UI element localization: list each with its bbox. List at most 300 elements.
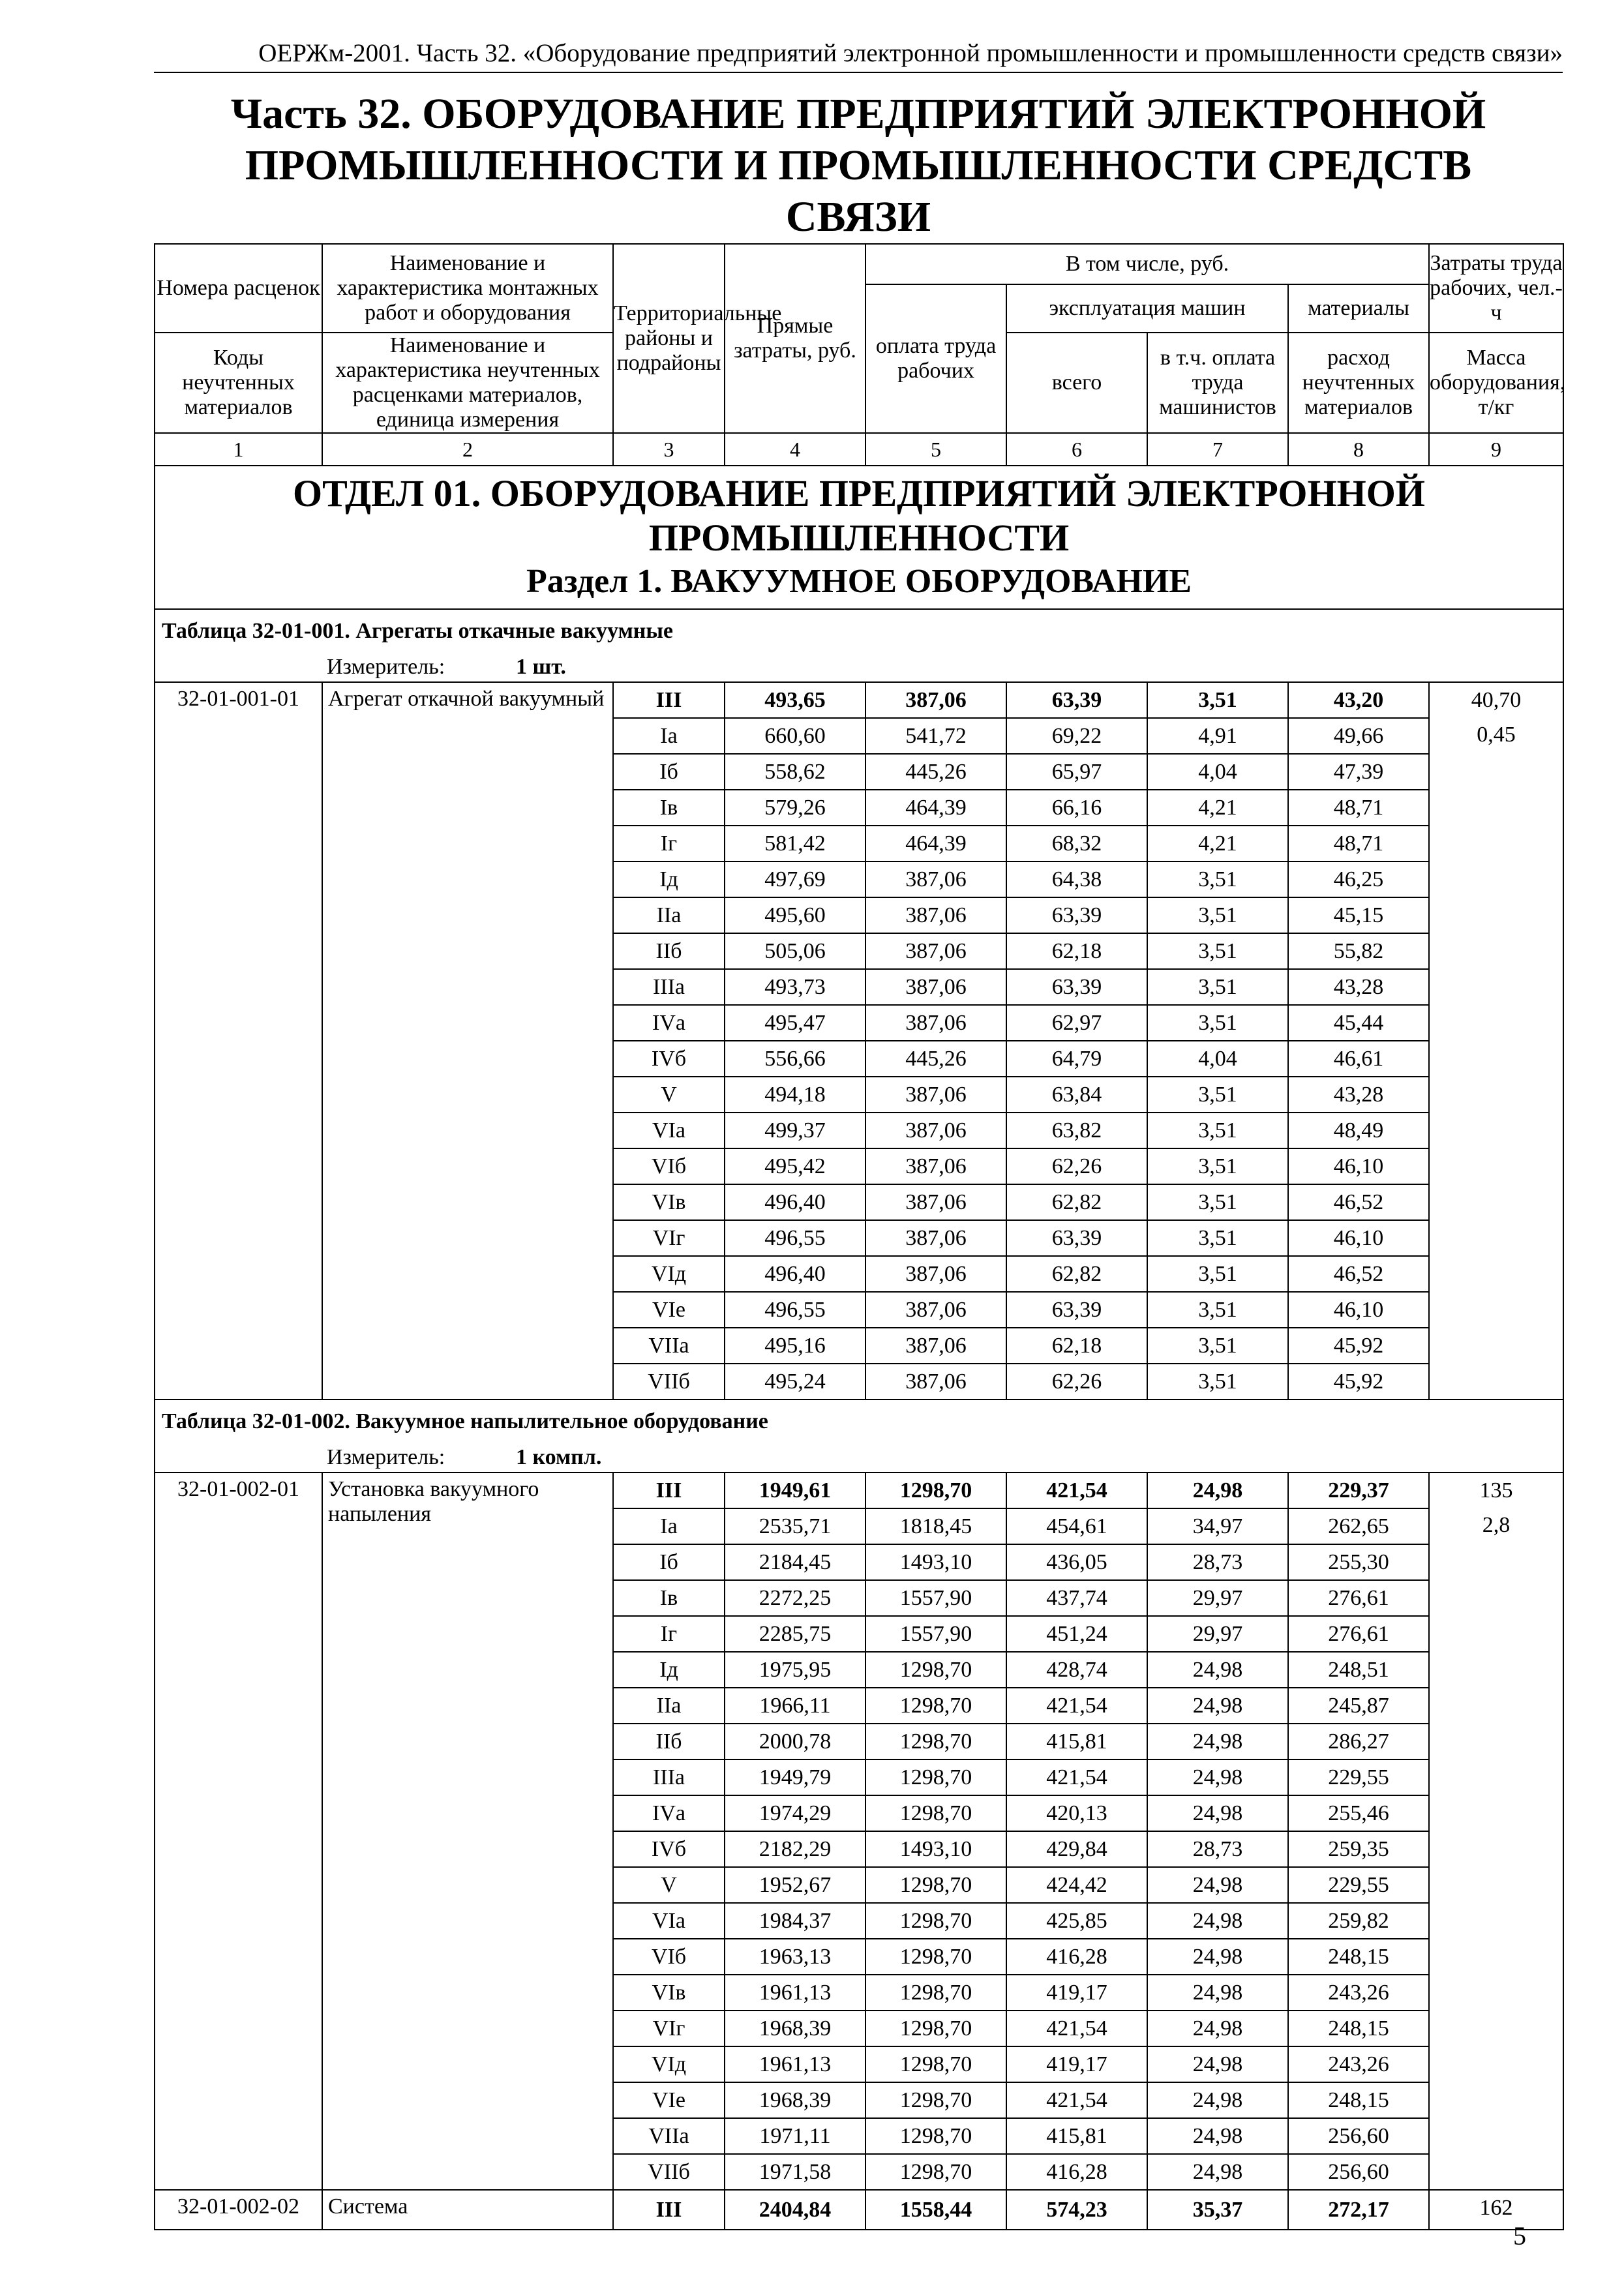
worker-pay: 387,06: [865, 933, 1006, 969]
operator-pay: 3,51: [1147, 861, 1288, 897]
direct-costs: 1961,13: [725, 2046, 865, 2082]
direct-costs: 493,65: [725, 682, 865, 718]
machines-total: 63,39: [1006, 1220, 1147, 1256]
column-number: 2: [322, 433, 613, 466]
operator-pay: 24,98: [1147, 1652, 1288, 1688]
operator-pay: 24,98: [1147, 2011, 1288, 2046]
worker-pay: 1493,10: [865, 1831, 1006, 1867]
materials-cost: 43,20: [1288, 682, 1429, 718]
machines-total: 419,17: [1006, 1975, 1147, 2011]
materials-cost: 272,17: [1288, 2190, 1429, 2230]
worker-pay: 1298,70: [865, 1975, 1006, 2011]
region-code: VIб: [613, 1148, 725, 1184]
region-code: VIв: [613, 1184, 725, 1220]
header-divider: [154, 72, 1563, 73]
column-number: 9: [1429, 433, 1563, 466]
operator-pay: 3,51: [1147, 1148, 1288, 1184]
operator-pay: 3,51: [1147, 897, 1288, 933]
materials-cost: 49,66: [1288, 718, 1429, 754]
direct-costs: 2535,71: [725, 1508, 865, 1544]
machines-total: 63,39: [1006, 1292, 1147, 1328]
region-code: VIд: [613, 2046, 725, 2082]
operator-pay: 24,98: [1147, 1759, 1288, 1795]
department-title: ОТДЕЛ 01. ОБОРУДОВАНИЕ ПРЕДПРИЯТИЙ ЭЛЕКТРОННОЙ ПРОМЫШЛЕННОСТИ: [293, 472, 1425, 559]
equipment-mass: 0,45: [1477, 723, 1516, 747]
region-code: IVб: [613, 1831, 725, 1867]
worker-pay: 387,06: [865, 1292, 1006, 1328]
operator-pay: 3,51: [1147, 1256, 1288, 1292]
worker-pay: 387,06: [865, 861, 1006, 897]
region-code: VIIб: [613, 2154, 725, 2190]
operator-pay: 4,04: [1147, 1041, 1288, 1077]
machines-total: 63,39: [1006, 682, 1147, 718]
item-name: Установка вакуумного напыления: [322, 1473, 613, 2190]
header-including: В том числе, руб.: [865, 244, 1429, 284]
worker-pay: 1298,70: [865, 2154, 1006, 2190]
direct-costs: 496,40: [725, 1256, 865, 1292]
department-heading: [155, 466, 1563, 609]
worker-pay: 1557,90: [865, 1616, 1006, 1652]
measure-label: Измеритель:: [327, 1445, 445, 1469]
materials-cost: 229,37: [1288, 1473, 1429, 1508]
materials-cost: 248,15: [1288, 2082, 1429, 2118]
worker-pay: 1298,70: [865, 2011, 1006, 2046]
materials-cost: 45,15: [1288, 897, 1429, 933]
region-code: Iд: [613, 1652, 725, 1688]
region-code: Iв: [613, 1580, 725, 1616]
worker-pay: 1298,70: [865, 1724, 1006, 1759]
direct-costs: 1949,79: [725, 1759, 865, 1795]
materials-cost: 46,25: [1288, 861, 1429, 897]
item-name: Система: [322, 2190, 613, 2230]
region-code: IIа: [613, 897, 725, 933]
region-code: III: [613, 682, 725, 718]
materials-cost: 256,60: [1288, 2118, 1429, 2154]
machines-total: 421,54: [1006, 2011, 1147, 2046]
region-code: VIв: [613, 1975, 725, 2011]
worker-pay: 387,06: [865, 682, 1006, 718]
labor-hours: 135: [1479, 1478, 1513, 1503]
operator-pay: 35,37: [1147, 2190, 1288, 2230]
region-code: Iб: [613, 1544, 725, 1580]
column-number: 5: [865, 433, 1006, 466]
header-material-codes: Коды неучтенных материалов: [155, 333, 322, 433]
region-code: IIIа: [613, 1759, 725, 1795]
machines-total: 65,97: [1006, 754, 1147, 790]
machines-total: 63,84: [1006, 1077, 1147, 1113]
region-code: Iг: [613, 826, 725, 861]
direct-costs: 1968,39: [725, 2082, 865, 2118]
direct-costs: 1971,58: [725, 2154, 865, 2190]
materials-cost: 45,44: [1288, 1005, 1429, 1041]
direct-costs: 496,55: [725, 1292, 865, 1328]
header-work-name: Наименование и характеристика монтажных работ и оборудования: [322, 244, 613, 333]
machines-total: 62,97: [1006, 1005, 1147, 1041]
equipment-mass: 2,8: [1482, 1513, 1511, 1537]
operator-pay: 4,04: [1147, 754, 1288, 790]
operator-pay: 24,98: [1147, 1795, 1288, 1831]
machines-total: 416,28: [1006, 2154, 1147, 2190]
machines-total: 69,22: [1006, 718, 1147, 754]
region-code: III: [613, 1473, 725, 1508]
machines-total: 63,39: [1006, 897, 1147, 933]
region-code: IIб: [613, 933, 725, 969]
materials-cost: 46,10: [1288, 1148, 1429, 1184]
machines-total: 437,74: [1006, 1580, 1147, 1616]
machines-total: 421,54: [1006, 2082, 1147, 2118]
machines-total: 64,38: [1006, 861, 1147, 897]
table-body: [155, 244, 1566, 2230]
worker-pay: 464,39: [865, 826, 1006, 861]
header-rate-numbers: Номера расценок: [155, 244, 322, 333]
direct-costs: 494,18: [725, 1077, 865, 1113]
direct-costs: 1949,61: [725, 1473, 865, 1508]
direct-costs: 496,40: [725, 1184, 865, 1220]
direct-costs: 495,24: [725, 1364, 865, 1399]
measure-value: 1 компл.: [516, 1445, 602, 1469]
worker-pay: 1558,44: [865, 2190, 1006, 2230]
machines-total: 420,13: [1006, 1795, 1147, 1831]
materials-cost: 245,87: [1288, 1688, 1429, 1724]
operator-pay: 3,51: [1147, 1005, 1288, 1041]
machines-total: 436,05: [1006, 1544, 1147, 1580]
column-number: 6: [1006, 433, 1147, 466]
machines-total: 429,84: [1006, 1831, 1147, 1867]
direct-costs: 496,55: [725, 1220, 865, 1256]
column-number: 7: [1147, 433, 1288, 466]
direct-costs: 581,42: [725, 826, 865, 861]
direct-costs: 1971,11: [725, 2118, 865, 2154]
materials-cost: 229,55: [1288, 1759, 1429, 1795]
materials-cost: 48,49: [1288, 1113, 1429, 1148]
measure-label: Измеритель:: [327, 655, 445, 679]
direct-costs: 1963,13: [725, 1939, 865, 1975]
operator-pay: 3,51: [1147, 1077, 1288, 1113]
machines-total: 63,82: [1006, 1113, 1147, 1148]
direct-costs: 2000,78: [725, 1724, 865, 1759]
worker-pay: 1298,70: [865, 1688, 1006, 1724]
materials-cost: 255,30: [1288, 1544, 1429, 1580]
materials-cost: 47,39: [1288, 754, 1429, 790]
column-number: 3: [613, 433, 725, 466]
materials-cost: 55,82: [1288, 933, 1429, 969]
materials-cost: 46,52: [1288, 1256, 1429, 1292]
header-worker-pay: оплата труда рабочих: [865, 284, 1006, 433]
labor-hours: 40,70: [1471, 688, 1522, 712]
direct-costs: 495,47: [725, 1005, 865, 1041]
machines-total: 574,23: [1006, 2190, 1147, 2230]
direct-costs: 493,73: [725, 969, 865, 1005]
worker-pay: 387,06: [865, 1256, 1006, 1292]
worker-pay: 387,06: [865, 1184, 1006, 1220]
machines-total: 62,82: [1006, 1184, 1147, 1220]
worker-pay: 1493,10: [865, 1544, 1006, 1580]
region-code: V: [613, 1867, 725, 1903]
direct-costs: 2184,45: [725, 1544, 865, 1580]
materials-cost: 248,15: [1288, 1939, 1429, 1975]
department-row: [155, 466, 1563, 609]
operator-pay: 24,98: [1147, 1688, 1288, 1724]
worker-pay: 387,06: [865, 1077, 1006, 1113]
materials-cost: 276,61: [1288, 1580, 1429, 1616]
worker-pay: 1298,70: [865, 1867, 1006, 1903]
table-title: Таблица 32-01-001. Агрегаты откачные вакуумные: [155, 609, 1563, 653]
materials-cost: 229,55: [1288, 1867, 1429, 1903]
operator-pay: 24,98: [1147, 1867, 1288, 1903]
direct-costs: 2285,75: [725, 1616, 865, 1652]
operator-pay: 24,98: [1147, 1724, 1288, 1759]
materials-cost: 48,71: [1288, 790, 1429, 826]
region-code: III: [613, 2190, 725, 2230]
machines-total: 421,54: [1006, 1759, 1147, 1795]
region-code: Iа: [613, 1508, 725, 1544]
materials-cost: 243,26: [1288, 2046, 1429, 2082]
machines-total: 416,28: [1006, 1939, 1147, 1975]
title-line-3: СВЯЗИ: [785, 193, 931, 241]
region-code: IVа: [613, 1005, 725, 1041]
region-code: Iд: [613, 861, 725, 897]
region-code: IIIа: [613, 969, 725, 1005]
header-machines-total: всего: [1006, 333, 1147, 433]
header-machine-operation: эксплуатация машин: [1006, 284, 1288, 333]
worker-pay: 1298,70: [865, 2118, 1006, 2154]
header-row-1: [155, 244, 1563, 284]
labor-cell: [1429, 682, 1563, 1399]
worker-pay: 445,26: [865, 754, 1006, 790]
direct-costs: 2272,25: [725, 1580, 865, 1616]
materials-cost: 43,28: [1288, 1077, 1429, 1113]
worker-pay: 464,39: [865, 790, 1006, 826]
worker-pay: 387,06: [865, 969, 1006, 1005]
operator-pay: 4,21: [1147, 790, 1288, 826]
measure-cell: [155, 1443, 1563, 1473]
worker-pay: 1298,70: [865, 2082, 1006, 2118]
materials-cost: 276,61: [1288, 1616, 1429, 1652]
document-title: [154, 88, 1563, 243]
worker-pay: 445,26: [865, 1041, 1006, 1077]
region-code: VIг: [613, 2011, 725, 2046]
title-line-1: Часть 32. ОБОРУДОВАНИЕ ПРЕДПРИЯТИЙ ЭЛЕКТРОННОЙ: [230, 90, 1486, 138]
measure-cell: [155, 653, 1563, 682]
operator-pay: 29,97: [1147, 1616, 1288, 1652]
machines-total: 421,54: [1006, 1473, 1147, 1508]
column-number: 1: [155, 433, 322, 466]
region-code: VIе: [613, 2082, 725, 2118]
measure-value: 1 шт.: [516, 655, 566, 679]
region-code: VIа: [613, 1113, 725, 1148]
operator-pay: 3,51: [1147, 1364, 1288, 1399]
direct-costs: 2404,84: [725, 2190, 865, 2230]
worker-pay: 1818,45: [865, 1508, 1006, 1544]
region-code: VIIа: [613, 2118, 725, 2154]
operator-pay: 3,51: [1147, 682, 1288, 718]
direct-costs: 499,37: [725, 1113, 865, 1148]
worker-pay: 1298,70: [865, 1939, 1006, 1975]
materials-cost: 45,92: [1288, 1328, 1429, 1364]
worker-pay: 387,06: [865, 1005, 1006, 1041]
region-code: IVб: [613, 1041, 725, 1077]
worker-pay: 387,06: [865, 897, 1006, 933]
direct-costs: 558,62: [725, 754, 865, 790]
worker-pay: 387,06: [865, 1364, 1006, 1399]
materials-cost: 46,10: [1288, 1220, 1429, 1256]
machines-total: 62,18: [1006, 933, 1147, 969]
region-code: VIд: [613, 1256, 725, 1292]
materials-cost: 46,52: [1288, 1184, 1429, 1220]
worker-pay: 1298,70: [865, 1652, 1006, 1688]
worker-pay: 541,72: [865, 718, 1006, 754]
table-title-row: [155, 1399, 1563, 1443]
labor-hours: 162: [1479, 2196, 1513, 2220]
worker-pay: 387,06: [865, 1220, 1006, 1256]
direct-costs: 495,16: [725, 1328, 865, 1364]
direct-costs: 1974,29: [725, 1795, 865, 1831]
direct-costs: 1952,67: [725, 1867, 865, 1903]
worker-pay: 1298,70: [865, 1759, 1006, 1795]
machines-total: 64,79: [1006, 1041, 1147, 1077]
header-operator-pay: в т.ч. оплата труда машинистов: [1147, 333, 1288, 433]
running-header: ОЕРЖм-2001. Часть 32. «Оборудование предприятий электронной промышленности и промышленности средств связи»: [258, 39, 1563, 67]
operator-pay: 3,51: [1147, 1220, 1288, 1256]
materials-cost: 46,61: [1288, 1041, 1429, 1077]
materials-cost: 248,15: [1288, 2011, 1429, 2046]
direct-costs: 505,06: [725, 933, 865, 969]
region-code: VIе: [613, 1292, 725, 1328]
labor-cell: [1429, 1473, 1563, 2190]
direct-costs: 1966,11: [725, 1688, 865, 1724]
machines-total: 62,18: [1006, 1328, 1147, 1364]
page-number: 5: [1513, 2221, 1526, 2251]
region-code: VIIб: [613, 1364, 725, 1399]
region-code: VIIа: [613, 1328, 725, 1364]
operator-pay: 24,98: [1147, 1473, 1288, 1508]
machines-total: 451,24: [1006, 1616, 1147, 1652]
direct-costs: 660,60: [725, 718, 865, 754]
region-code: V: [613, 1077, 725, 1113]
labor-cell: [1429, 2190, 1563, 2230]
materials-cost: 43,28: [1288, 969, 1429, 1005]
operator-pay: 3,51: [1147, 969, 1288, 1005]
operator-pay: 4,91: [1147, 718, 1288, 754]
machines-total: 425,85: [1006, 1903, 1147, 1939]
section-title: Раздел 1. ВАКУУМНОЕ ОБОРУДОВАНИЕ: [526, 563, 1192, 600]
title-line-2: ПРОМЫШЛЕННОСТИ И ПРОМЫШЛЕННОСТИ СРЕДСТВ: [245, 142, 1472, 189]
rate-code: 32-01-002-02: [155, 2190, 322, 2230]
header-direct-costs: Прямые затраты, руб.: [725, 244, 865, 433]
machines-total: 424,42: [1006, 1867, 1147, 1903]
region-code: Iа: [613, 718, 725, 754]
operator-pay: 3,51: [1147, 933, 1288, 969]
direct-costs: 1975,95: [725, 1652, 865, 1688]
direct-costs: 1984,37: [725, 1903, 865, 1939]
operator-pay: 4,21: [1147, 826, 1288, 861]
operator-pay: 24,98: [1147, 2046, 1288, 2082]
materials-cost: 259,82: [1288, 1903, 1429, 1939]
region-code: Iв: [613, 790, 725, 826]
machines-total: 428,74: [1006, 1652, 1147, 1688]
worker-pay: 1298,70: [865, 2046, 1006, 2082]
direct-costs: 556,66: [725, 1041, 865, 1077]
operator-pay: 24,98: [1147, 2082, 1288, 2118]
measure-row: [155, 653, 1563, 682]
direct-costs: 2182,29: [725, 1831, 865, 1867]
worker-pay: 1298,70: [865, 1903, 1006, 1939]
worker-pay: 387,06: [865, 1113, 1006, 1148]
region-code: Iб: [613, 754, 725, 790]
machines-total: 454,61: [1006, 1508, 1147, 1544]
operator-pay: 28,73: [1147, 1831, 1288, 1867]
direct-costs: 1961,13: [725, 1975, 865, 2011]
header-materials: материалы: [1288, 284, 1429, 333]
direct-costs: 495,60: [725, 897, 865, 933]
operator-pay: 24,98: [1147, 1939, 1288, 1975]
worker-pay: 387,06: [865, 1148, 1006, 1184]
machines-total: 415,81: [1006, 2118, 1147, 2154]
operator-pay: 24,98: [1147, 2118, 1288, 2154]
region-code: IIа: [613, 1688, 725, 1724]
rate-code: 32-01-001-01: [155, 682, 322, 1399]
table-row: [155, 682, 1563, 718]
direct-costs: 579,26: [725, 790, 865, 826]
operator-pay: 24,98: [1147, 2154, 1288, 2190]
materials-cost: 243,26: [1288, 1975, 1429, 2011]
machines-total: 62,26: [1006, 1364, 1147, 1399]
header-labor-costs: Затраты труда рабочих, чел.-ч: [1429, 244, 1563, 333]
operator-pay: 24,98: [1147, 1975, 1288, 2011]
materials-cost: 45,92: [1288, 1364, 1429, 1399]
operator-pay: 3,51: [1147, 1113, 1288, 1148]
machines-total: 419,17: [1006, 2046, 1147, 2082]
machines-total: 66,16: [1006, 790, 1147, 826]
region-code: VIг: [613, 1220, 725, 1256]
machines-total: 415,81: [1006, 1724, 1147, 1759]
table-title: Таблица 32-01-002. Вакуумное напылительное оборудование: [155, 1399, 1563, 1443]
materials-cost: 256,60: [1288, 2154, 1429, 2190]
header-equipment-mass: Масса оборудования, т/кг: [1429, 333, 1563, 433]
operator-pay: 3,51: [1147, 1292, 1288, 1328]
operator-pay: 3,51: [1147, 1184, 1288, 1220]
column-number: 4: [725, 433, 865, 466]
worker-pay: 387,06: [865, 1328, 1006, 1364]
operator-pay: 24,98: [1147, 1903, 1288, 1939]
operator-pay: 34,97: [1147, 1508, 1288, 1544]
materials-cost: 46,10: [1288, 1292, 1429, 1328]
region-code: VIб: [613, 1939, 725, 1975]
materials-cost: 48,71: [1288, 826, 1429, 861]
machines-total: 63,39: [1006, 969, 1147, 1005]
item-name: Агрегат откачной вакуумный: [322, 682, 613, 1399]
worker-pay: 1298,70: [865, 1473, 1006, 1508]
column-number: 8: [1288, 433, 1429, 466]
direct-costs: 495,42: [725, 1148, 865, 1184]
header-territories: Территориальные районы и подрайоны: [613, 244, 725, 433]
direct-costs: 1968,39: [725, 2011, 865, 2046]
direct-costs: 497,69: [725, 861, 865, 897]
worker-pay: 1557,90: [865, 1580, 1006, 1616]
region-code: Iг: [613, 1616, 725, 1652]
machines-total: 421,54: [1006, 1688, 1147, 1724]
operator-pay: 29,97: [1147, 1580, 1288, 1616]
materials-cost: 262,65: [1288, 1508, 1429, 1544]
header-material-usage: расход неучтенных материалов: [1288, 333, 1429, 433]
materials-cost: 259,35: [1288, 1831, 1429, 1867]
region-code: VIа: [613, 1903, 725, 1939]
operator-pay: 3,51: [1147, 1328, 1288, 1364]
operator-pay: 28,73: [1147, 1544, 1288, 1580]
region-code: IIб: [613, 1724, 725, 1759]
region-code: IVа: [613, 1795, 725, 1831]
header-material-name: Наименование и характеристика неучтенных расценками материалов, единица измерения: [322, 333, 613, 433]
